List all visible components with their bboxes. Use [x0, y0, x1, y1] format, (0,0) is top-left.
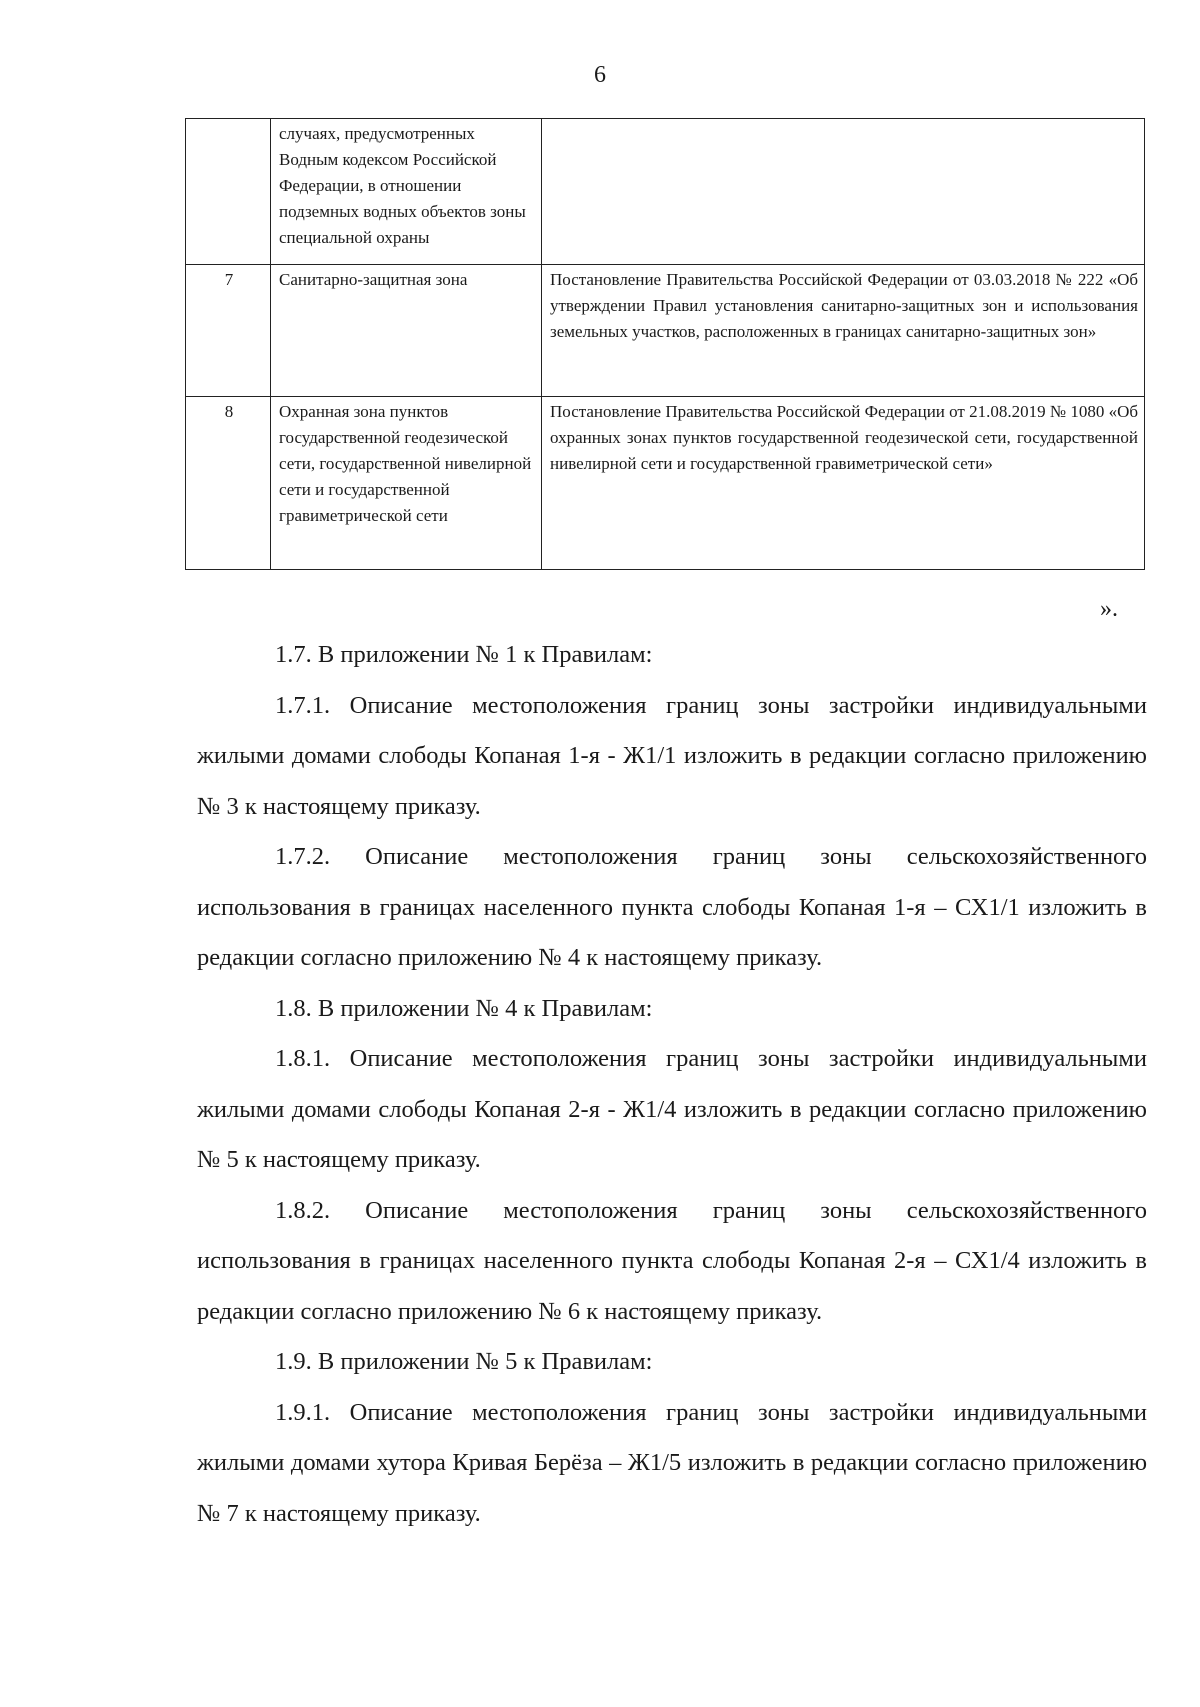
paragraph: 1.9. В приложении № 5 к Правилам:: [275, 1348, 653, 1375]
row-number-cell: 8: [186, 397, 271, 570]
zone-name-cell: Санитарно-защитная зона: [271, 265, 542, 397]
zone-name-cell: Охранная зона пунктов государственной геодезической сети, государственной нивелирной сети и государственной гравиметрической сети: [271, 397, 542, 570]
zone-name-cell: случаях, предусмотренных Водным кодексом Российской Федерации, в отношении подземных водных объектов зоны специальной охраны: [271, 119, 542, 265]
document-cell: Постановление Правительства Российской Федерации от 21.08.2019 № 1080 «Об охранных зонах пунктов государственной геодезической сети, государственной нивелирной сети и государственной гравиметрической сети»: [542, 397, 1145, 570]
closing-quote: ».: [1100, 596, 1118, 622]
paragraph: 1.8.1. Описание местоположения границ зоны застройки индивидуальными жилыми домами слободы Копаная 2-я - Ж1/4 изложить в редакции согласно приложению № 5 к настоящему приказу.: [197, 1045, 1147, 1173]
zones-table: [185, 118, 1145, 570]
paragraph: 1.9.1. Описание местоположения границ зоны застройки индивидуальными жилыми домами хутора Кривая Берёза – Ж1/5 изложить в редакции согласно приложению № 7 к настоящему приказу.: [197, 1398, 1147, 1527]
document-cell: [542, 119, 1145, 265]
row-number-cell: 7: [186, 265, 271, 397]
paragraph: 1.7.1. Описание местоположения границ зоны застройки индивидуальными жилыми домами слободы Копаная 1-я - Ж1/1 изложить в редакции согласно приложению № 3 к настоящему приказу.: [197, 691, 1147, 820]
document-cell: Постановление Правительства Российской Федерации от 03.03.2018 № 222 «Об утверждении Правил установления санитарно-защитных зон и использования земельных участков, расположенных в границах санитарно-защитных зон»: [542, 265, 1145, 397]
table-row: [186, 397, 1145, 570]
table-row: [186, 265, 1145, 397]
paragraph: 1.8.2. Описание местоположения границ зоны сельскохозяйственного использования в границах населенного пункта слободы Копаная 2-я – СХ1/4 изложить в редакции согласно приложению № 6 к настоящему приказу.: [197, 1196, 1147, 1325]
page-number: 6: [594, 62, 606, 88]
body-text: [197, 630, 1147, 1539]
paragraph: 1.7. В приложении № 1 к Правилам:: [275, 641, 653, 668]
paragraph: 1.8. В приложении № 4 к Правилам:: [275, 994, 653, 1022]
row-number-cell: [186, 119, 271, 265]
paragraph: 1.7.2. Описание местоположения границ зоны сельскохозяйственного использования в границах населенного пункта слободы Копаная 1-я – СХ1/1 изложить в редакции согласно приложению № 4 к настоящему приказу.: [197, 843, 1147, 971]
table-row: [186, 119, 1145, 265]
